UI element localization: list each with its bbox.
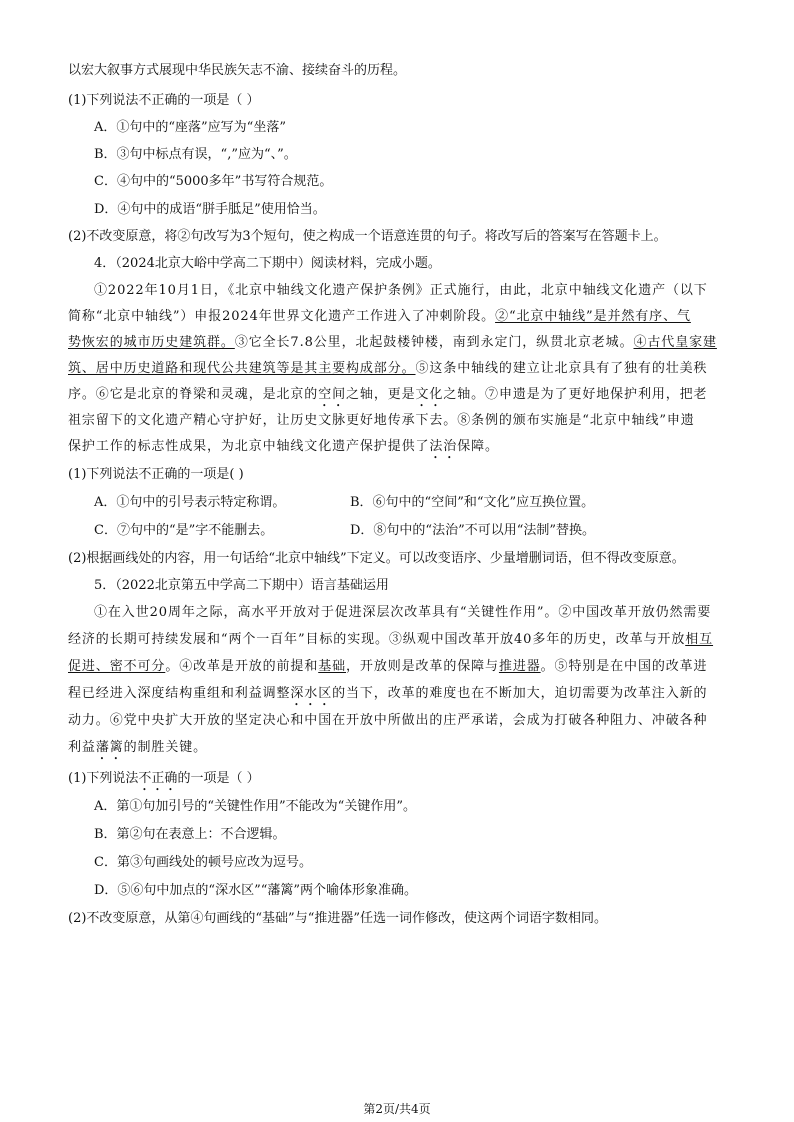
passage-line: 序。⑥它是北京的脊梁和灵魂，是北京的空间之轴，更是文化之轴。⑦申遗是为了更好地保护利用，把老 — [68, 387, 708, 402]
option-d: D．⑧句中的“法治”不可以用“法制”替换。 — [350, 523, 596, 538]
option-d: D．④句中的成语“胼手胝足”使用恰当。 — [94, 202, 326, 217]
page-number: 第2页/共4页 — [363, 1102, 431, 1116]
section-5-header: 5．（2022北京第五中学高二下期中）语言基础运用 — [94, 578, 389, 593]
passage-line: 筑、居中历史道路和现代公共建筑等是其主要构成部分。⑤这条中轴线的建立让北京具有了独有的壮美秩 — [68, 361, 708, 376]
option-c: C．④句中的“5000多年”书写符合规范。 — [94, 174, 333, 189]
question-1: (1)下列说法不正确的一项是( ) — [68, 467, 244, 482]
option-c: C．⑦句中的“是”字不能删去。 — [94, 523, 274, 538]
passage-line: 动力。⑥党中央扩大开放的坚定决心和中国在开放中所做出的庄严承诺，会成为打破各种阻力、冲破各种 — [68, 713, 708, 728]
option-b: B．⑥句中的“空间”和“文化”应互换位置。 — [350, 495, 595, 510]
text-line: 以宏大叙事方式展现中华民族矢志不渝、接续奋斗的历程。 — [68, 63, 407, 78]
section-4-header: 4．（2024北京大峪中学高二下期中）阅读材料，完成小题。 — [94, 256, 441, 271]
passage-line: 祖宗留下的文化遗产精心守护好，让历史文脉更好地传承下去。⑧条例的颁布实施是“北京中轴线”申遗 — [68, 413, 695, 428]
passage-line: 保护工作的标志性成果，为北京中轴线文化遗产保护提供了法治保障。 — [68, 439, 499, 454]
option-a: A．①句中的引号表示特定称谓。 — [94, 495, 286, 510]
question-2: (2)不改变原意，从第④句画线的“基础”与“推进器”任选一词作修改，使这两个词语字数相同。 — [68, 911, 607, 926]
option-d: D．⑤⑥句中加点的“深水区”“藩篱”两个喻体形象准确。 — [94, 883, 418, 898]
option-b: B．③句中标点有误，“,”应为“、”。 — [94, 147, 297, 162]
option-a: A．第①句加引号的“关键性作用”不能改为“关键作用”。 — [94, 799, 416, 814]
option-c: C．第③句画线处的顿号应改为逗号。 — [94, 855, 312, 870]
passage-line: 程已经进入深度结构重组和利益调整深水区的当下，改革的难度也在不断加大，迫切需要为改革注入新的 — [68, 686, 708, 701]
passage-line: 经济的长期可持续发展和“两个一百年”目标的实现。③纵观中国改革开放40多年的历史，改革与开放相互 — [68, 632, 714, 647]
passage-line: ①2022年10月1日，《北京中轴线文化遗产保护条例》正式施行，由此，北京中轴线文化遗产（以下 — [94, 283, 708, 298]
passage-line: 势恢宏的城市历史建筑群。③它全长7.8公里，北起鼓楼钟楼，南到永定门，纵贯北京老城。④古代皇家建 — [68, 335, 717, 350]
option-a: A．①句中的“座落”应写为“坐落” — [94, 120, 286, 135]
question-1: (1)下列说法不正确的一项是（ ） — [68, 93, 260, 108]
option-b: B．第②句在表意上：不合逻辑。 — [94, 827, 286, 842]
passage-line: ①在入世20周年之际，高水平开放对于促进深层次改革具有“关键性作用”。②中国改革开放仍然需要 — [94, 605, 712, 620]
passage-line: 简称“北京中轴线”）申报2024年世界文化遗产工作进入了冲刺阶段。②“北京中轴线”是并然有序、气 — [68, 309, 691, 324]
question-1: (1)下列说法不正确的一项是（ ） — [68, 771, 260, 786]
passage-line: 促进、密不可分。④改革是开放的前提和基础，开放则是改革的保障与推进器。⑤特别是在中国的改革进 — [68, 659, 708, 674]
passage-line: 利益藩篱的制胜关键。 — [68, 740, 208, 755]
question-2: (2)不改变原意，将②句改写为3个短句，使之构成一个语意连贯的句子。将改写后的答案写在答题卡上。 — [68, 229, 667, 244]
question-2: (2)根据画线处的内容，用一句话给“北京中轴线”下定义。可以改变语序、少量增删词语，但不得改变原意。 — [68, 551, 685, 566]
